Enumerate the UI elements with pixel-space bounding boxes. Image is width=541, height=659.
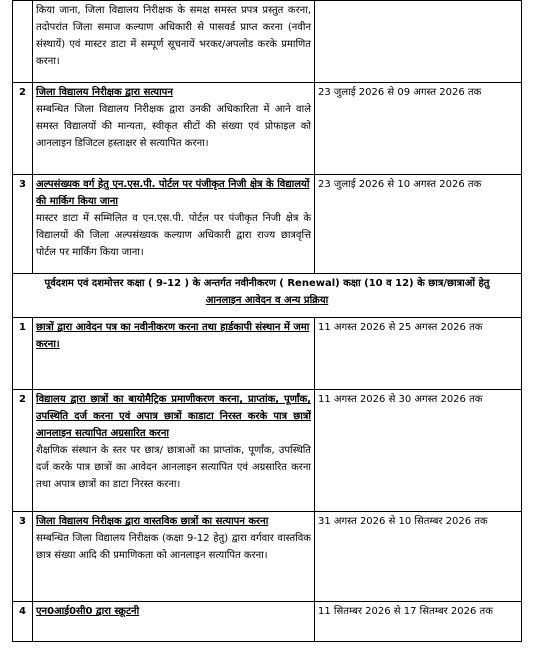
date-range: 11 सितम्बर 2026 से 17 सितम्बर 2026 तक: [315, 602, 522, 642]
task-description: किया जाना, जिला विद्यालय निरीक्षक के समक्ष समस्त प्रपत्र प्रस्तुत करना, तदोपरांत जिला समाज कल्याण अधिकारी से पासवर्ड प्राप्त करना (नवीन संस्थायें) एवं मास्टर डाटा में सम्पूर्ण सूचनायें भरकर/अपलोड करके प्रमाणित करना।: [36, 5, 311, 67]
date-range: [315, 1, 522, 83]
row-number: 4: [13, 602, 33, 642]
task-description: शैक्षणिक संस्थान के स्तर पर छात्र/ छात्राओं का प्राप्तांक, पूर्णांक, उपस्थिति दर्ज करके पात्र छात्रों का आवेदन आनलाइन सत्यापित एवं अग्रसारित करना तथा अपात्र छात्रों का डाटा निरस्त करना।: [36, 445, 311, 490]
task-cell: [33, 390, 315, 512]
task-heading: विद्यालय द्वारा छात्रों का बायोमैट्रिक प्रमाणीकरण करना, प्राप्तांक, पूर्णांक, उपस्थिति दर्ज करना एवं अपात्र छात्रों काडाटा निरस्त करके पात्र छात्रों आनलाइन सत्यापित अग्रसारित करना: [36, 394, 311, 439]
task-description: सम्बन्धित जिला विद्यालय निरीक्षक द्वारा उनकी अधिकारिता में आने वाले समस्त विद्यालयों की मान्यता, स्वीकृत सीटों की संख्या एवं प्रोफाइल को आनलाइन डिजिटल हस्ताक्षर से सत्यापित करना।: [36, 104, 311, 149]
task-cell: [33, 512, 315, 602]
row-number: 3: [13, 175, 33, 274]
row-number: [13, 1, 33, 83]
task-description: मास्टर डाटा में सम्मिलित व एन.एस.पी. पोर्टल पर पंजीकृत निजी क्षेत्र के विद्यालयों की जिला अल्पसंख्यक कल्याण अधिकारी द्वारा राज्य छात्रवृत्ति पोर्टल पर मार्किंग किया जाना।: [36, 213, 311, 258]
section-title: पूर्वदशम एवं दशमोत्तर कक्षा ( 9-12 ) के अन्तर्गत नवीनीकरण ( Renewal) कक्षा (10 व 12) के छात्र/छात्राओं हेतु: [44, 278, 490, 289]
task-heading: अल्पसंख्यक वर्ग हेतु एन.एस.पी. पोर्टल पर पंजीकृत निजी क्षेत्र के विद्यालयों की मार्किग किया जाना: [36, 179, 310, 207]
table-row: [13, 318, 522, 390]
section-subtitle: आनलाइन आवेदन व अन्य प्रक्रिया: [205, 295, 329, 306]
table-row: [13, 512, 522, 602]
task-heading: एन0आई0सी0 द्वारा स्क्रूटनी: [36, 606, 140, 617]
task-heading: छात्रों द्वारा आवेदन पत्र का नवीनीकरण करना तथा हार्डकापी संस्थान में जमा करना।: [36, 322, 310, 350]
row-number: 2: [13, 390, 33, 512]
task-cell: [33, 602, 315, 642]
task-cell: [33, 1, 315, 83]
task-cell: [33, 318, 315, 390]
row-number: 1: [13, 318, 33, 390]
table-row: [13, 175, 522, 274]
task-description: सम्बन्धित जिला विद्यालय निरीक्षक (कक्षा 9-12 हेतु) द्वारा वर्गवार वास्तविक छात्र संख्या आदि की प्रमाणिकता को आनलाइन सत्यापित करना।: [36, 533, 311, 561]
task-heading: जिला विद्यालय निरीक्षक द्वारा सत्यापन: [36, 87, 173, 98]
row-number: 3: [13, 512, 33, 602]
task-heading: जिला विद्यालय निरीक्षक द्वारा वास्तविक छात्रों का सत्यापन करना: [36, 516, 269, 527]
table-row: [13, 390, 522, 512]
row-number: 2: [13, 83, 33, 175]
table-row: [13, 602, 522, 642]
task-cell: [33, 175, 315, 274]
schedule-table: [12, 0, 522, 642]
date-range: 23 जुलाई 2026 से 10 अगस्त 2026 तक: [315, 175, 522, 274]
date-range: 23 जुलाई 2026 से 09 अगस्त 2026 तक: [315, 83, 522, 175]
section-heading: [13, 274, 522, 318]
table-row: [13, 83, 522, 175]
date-range: 11 अगस्त 2026 से 25 अगस्त 2026 तक: [315, 318, 522, 390]
date-range: 11 अगस्त 2026 से 30 अगस्त 2026 तक: [315, 390, 522, 512]
section-row: [13, 274, 522, 318]
task-cell: [33, 83, 315, 175]
date-range: 31 अगस्त 2026 से 10 सितम्बर 2026 तक: [315, 512, 522, 602]
table-row: [13, 1, 522, 83]
